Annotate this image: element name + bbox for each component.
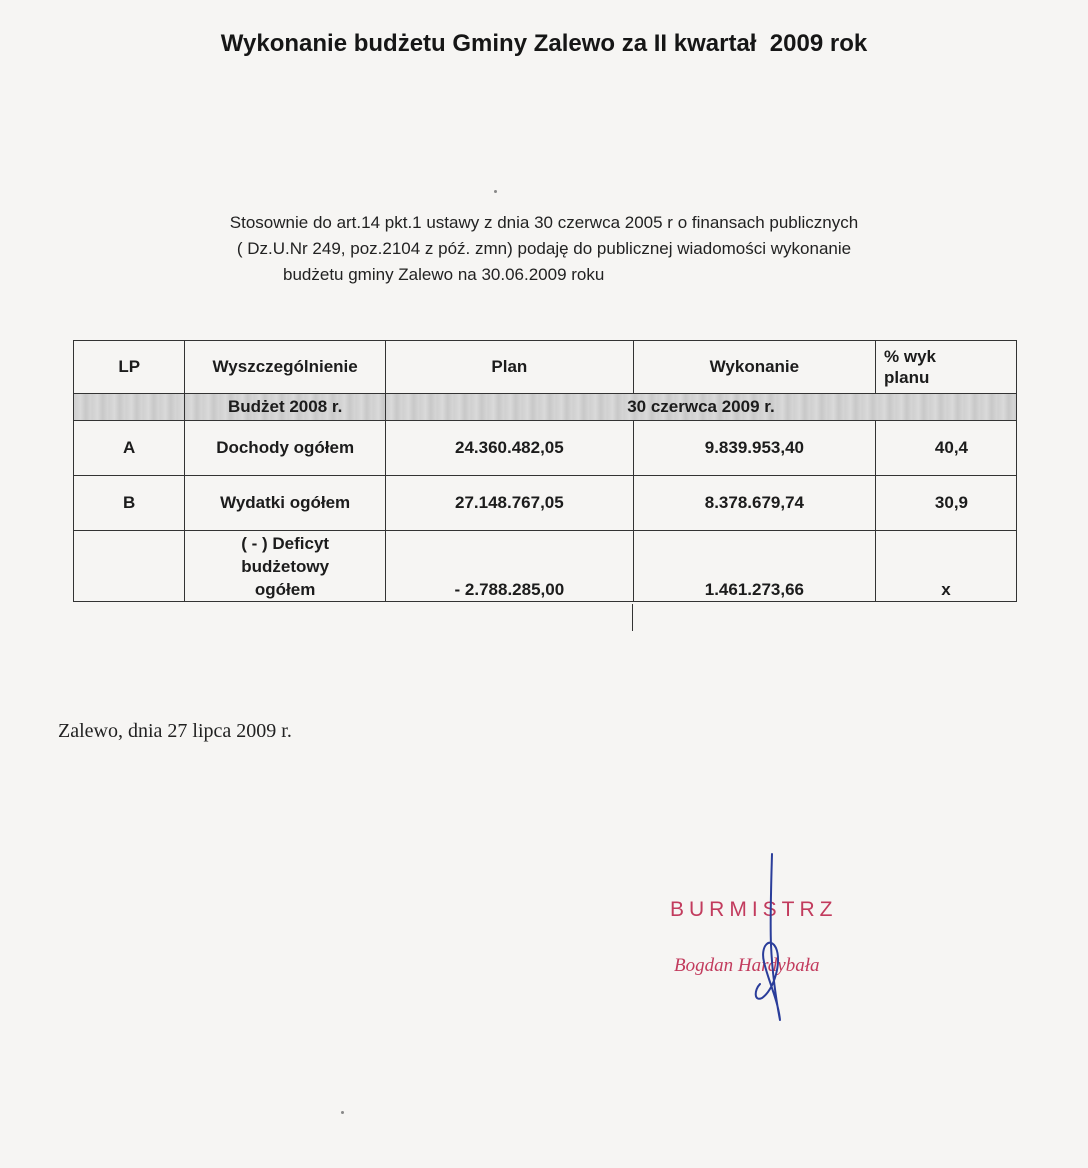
header-percent-line-2: planu bbox=[884, 368, 930, 387]
speck-2 bbox=[341, 1111, 344, 1114]
header-lp: LP bbox=[74, 341, 185, 394]
stamp-role: BURMISTRZ bbox=[670, 898, 838, 921]
header-plan: Plan bbox=[385, 341, 633, 394]
budget-table bbox=[73, 340, 1017, 602]
table-row bbox=[74, 421, 1017, 476]
row-b-plan: 27.148.767,05 bbox=[385, 476, 633, 531]
deficit-description-line-2: budżetowy bbox=[241, 556, 330, 576]
signature-mark bbox=[740, 850, 800, 1030]
deficit-description-line-3: ogółem bbox=[254, 579, 316, 599]
intro-line-1: Stosownie do art.14 pkt.1 ustawy z dnia 30 czerwca 2005 r o finansach publicznych bbox=[229, 213, 859, 232]
table-subheader-row bbox=[74, 394, 1017, 421]
header-percent-line-1: % wyk bbox=[884, 347, 936, 366]
deficit-execution: 1.461.273,66 bbox=[633, 531, 875, 602]
place-date: Zalewo, dnia 27 lipca 2009 r. bbox=[58, 720, 292, 742]
subheader-empty bbox=[74, 394, 185, 421]
subheader-budget-year: Budżet 2008 r. bbox=[185, 394, 386, 421]
intro-paragraph bbox=[0, 210, 1088, 288]
table-header-row bbox=[74, 341, 1017, 394]
row-a-percent: 40,4 bbox=[876, 421, 1017, 476]
header-description: Wyszczególnienie bbox=[185, 341, 386, 394]
row-b-description: Wydatki ogółem bbox=[185, 476, 386, 531]
row-a-plan: 24.360.482,05 bbox=[385, 421, 633, 476]
row-b-percent: 30,9 bbox=[876, 476, 1017, 531]
row-a-description: Dochody ogółem bbox=[185, 421, 386, 476]
table-row bbox=[74, 476, 1017, 531]
row-b-lp: B bbox=[74, 476, 185, 531]
subheader-execution-date: 30 czerwca 2009 r. bbox=[385, 394, 1016, 421]
header-percent bbox=[876, 341, 1017, 394]
intro-line-3: budżetu gminy Zalewo na 30.06.2009 roku bbox=[283, 265, 605, 284]
row-a-lp: A bbox=[74, 421, 185, 476]
deficit-percent: x bbox=[876, 531, 1017, 602]
deficit-description-line-1: ( - ) Deficyt bbox=[241, 533, 330, 553]
table-divider-tick bbox=[632, 604, 633, 631]
deficit-row bbox=[74, 531, 1017, 602]
deficit-plan: - 2.788.285,00 bbox=[385, 531, 633, 602]
document-title: Wykonanie budżetu Gminy Zalewo za II kwartał 2009 rok bbox=[220, 30, 868, 57]
row-b-execution: 8.378.679,74 bbox=[633, 476, 875, 531]
intro-line-2: ( Dz.U.Nr 249, poz.2104 z póź. zmn) podaję do publicznej wiadomości wykonanie bbox=[236, 239, 852, 258]
header-execution: Wykonanie bbox=[633, 341, 875, 394]
deficit-lp bbox=[74, 531, 185, 602]
speck-1 bbox=[494, 190, 497, 193]
deficit-description bbox=[185, 531, 386, 602]
row-a-execution: 9.839.953,40 bbox=[633, 421, 875, 476]
stamp-name: Bogdan Hardybała bbox=[674, 955, 820, 976]
